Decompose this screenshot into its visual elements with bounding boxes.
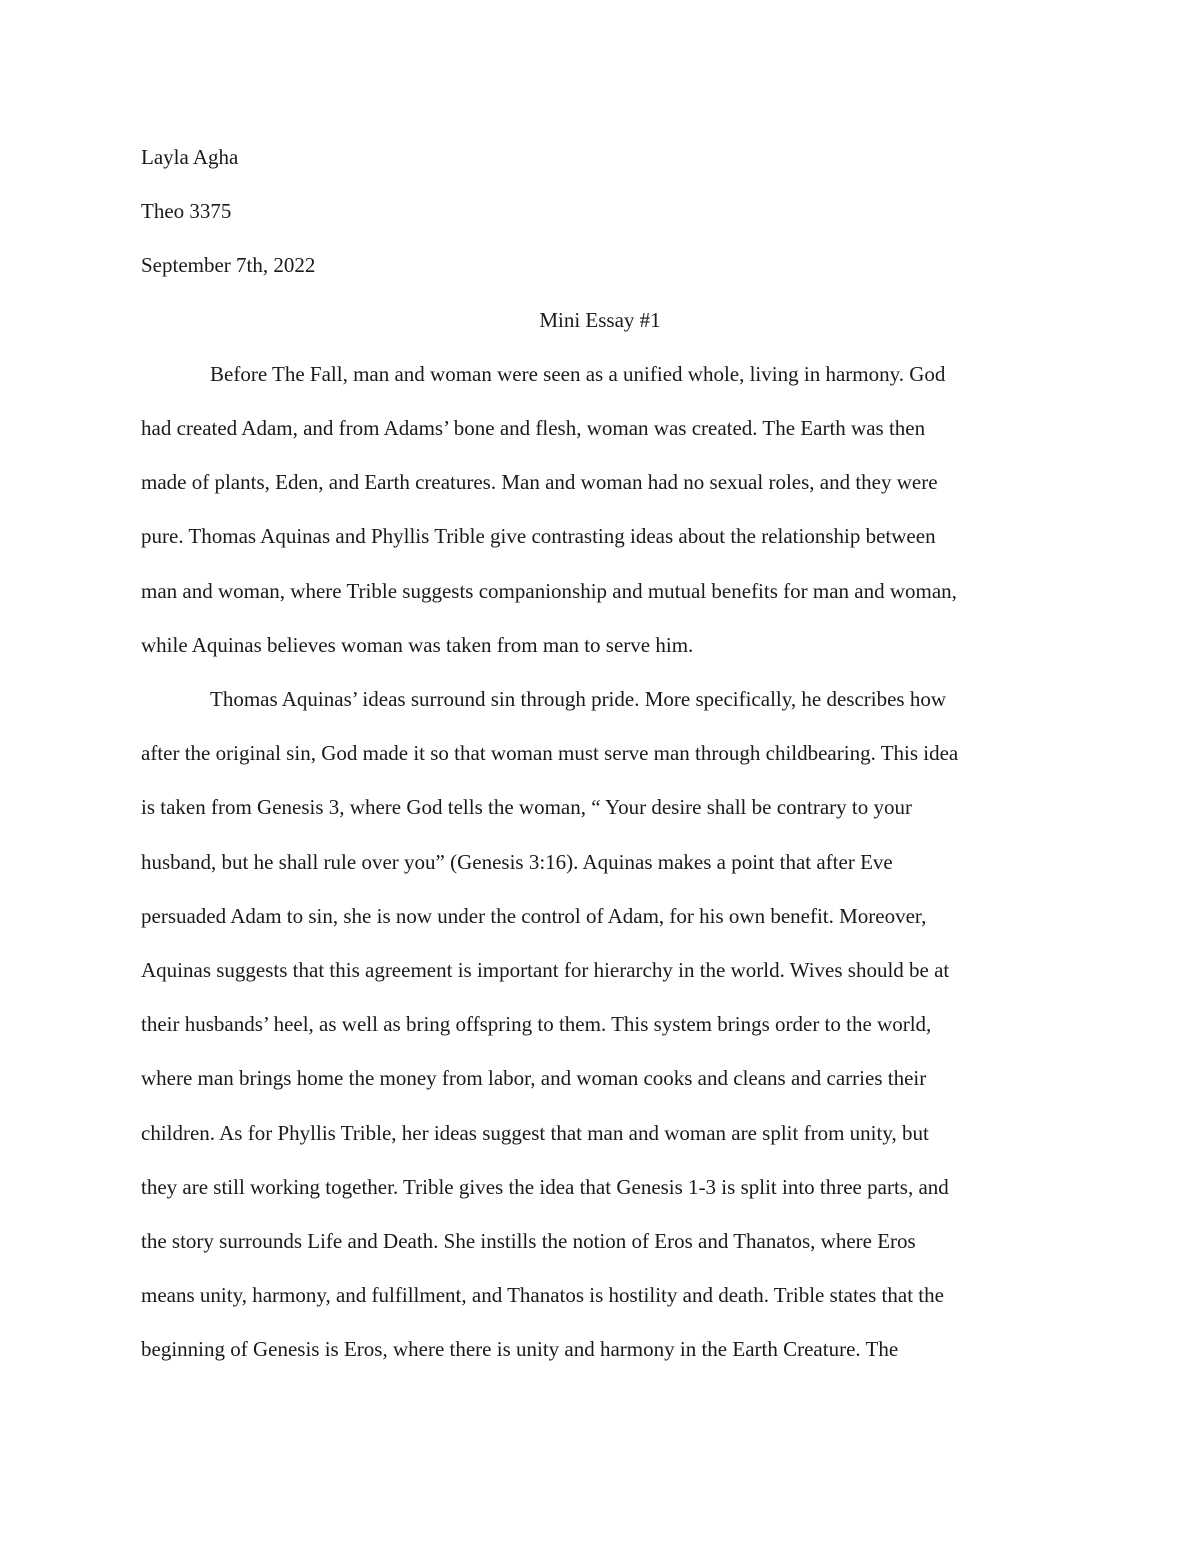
essay-line: man and woman, where Trible suggests companionship and mutual benefits for man and woman, — [141, 578, 957, 603]
essay-line: husband, but he shall rule over you” (Genesis 3:16). Aquinas makes a point that after Eve — [141, 849, 893, 874]
essay-line: persuaded Adam to sin, she is now under the control of Adam, for his own benefit. Moreover, — [141, 903, 927, 928]
essay-line: Before The Fall, man and woman were seen as a unified whole, living in harmony. God — [210, 361, 946, 386]
essay-line: their husbands’ heel, as well as bring offspring to them. This system brings order to the world, — [141, 1012, 932, 1037]
essay-line: Thomas Aquinas’ ideas surround sin through pride. More specifically, he describes how — [210, 687, 946, 712]
essay-line: made of plants, Eden, and Earth creatures. Man and woman had no sexual roles, and they were — [141, 470, 938, 495]
essay-body — [141, 347, 1059, 1377]
essay-line: they are still working together. Trible gives the idea that Genesis 1-3 is split into three parts, and — [141, 1174, 949, 1199]
essay-line: where man brings home the money from labor, and woman cooks and cleans and carries their — [141, 1066, 927, 1091]
essay-title: Mini Essay #1 — [539, 307, 661, 332]
essay-line: after the original sin, God made it so that woman must serve man through childbearing. This idea — [141, 741, 959, 766]
essay-line: the story surrounds Life and Death. She instills the notion of Eros and Thanatos, where Eros — [141, 1229, 916, 1254]
essay-line: had created Adam, and from Adams’ bone and flesh, woman was created. The Earth was then — [141, 416, 926, 441]
essay-line: while Aquinas believes woman was taken from man to serve him. — [141, 632, 694, 657]
essay-content — [141, 130, 1059, 1377]
essay-line: beginning of Genesis is Eros, where there is unity and harmony in the Earth Creature. The — [141, 1337, 899, 1362]
essay-line: children. As for Phyllis Trible, her ideas suggest that man and woman are split from unity, but — [141, 1120, 929, 1145]
author-name: Layla Agha — [141, 145, 239, 169]
course-name: Theo 3375 — [141, 199, 232, 224]
essay-line: Aquinas suggests that this agreement is important for hierarchy in the world. Wives should be at — [141, 958, 950, 983]
essay-line: means unity, harmony, and fulfillment, and Thanatos is hostility and death. Trible states that the — [141, 1283, 944, 1308]
essay-line: pure. Thomas Aquinas and Phyllis Trible give contrasting ideas about the relationship between — [141, 524, 936, 549]
essay-line: is taken from Genesis 3, where God tells the woman, “ Your desire shall be contrary to your — [141, 795, 912, 820]
essay-date: September 7th, 2022 — [141, 253, 316, 278]
